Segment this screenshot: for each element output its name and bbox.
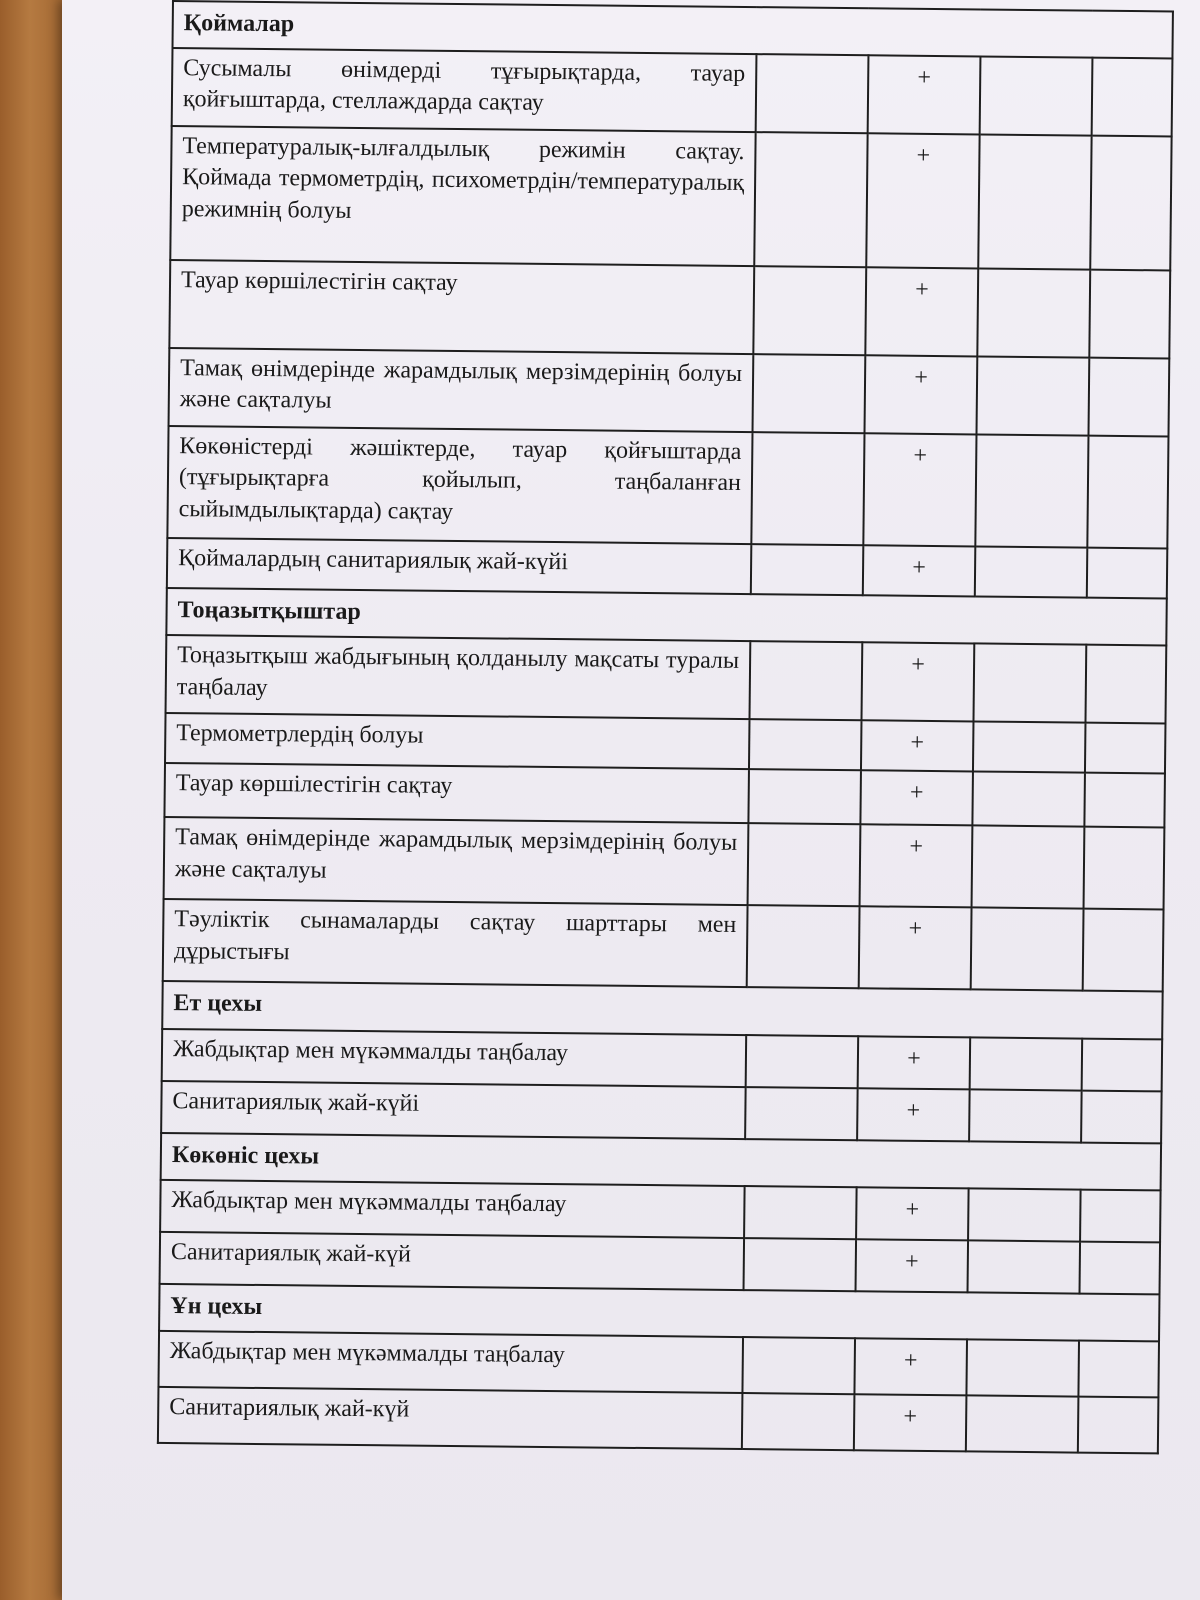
paper-sheet [62, 0, 1200, 1600]
section-title: Ет цехы [162, 981, 1162, 1039]
requirement-text: Тамақ өнімдерінде жарамдылық мерзімдерінің болуы және сақталуы [169, 348, 754, 432]
checklist-table [157, 0, 1174, 1454]
requirement-text: Жабдықтар мен мүкәммалды таңбалау [158, 1331, 743, 1393]
requirement-text: Жабдықтар мен мүкәммалды таңбалау [162, 1029, 747, 1087]
empty-cell [971, 908, 1084, 991]
empty-cell [966, 1339, 1079, 1396]
table-row [172, 48, 1173, 136]
empty-cell [970, 1037, 1083, 1090]
empty-cell [753, 354, 866, 433]
table-row [158, 1331, 1159, 1397]
empty-cell [1084, 773, 1165, 828]
empty-cell [749, 641, 862, 720]
table-row [169, 260, 1170, 358]
requirement-text: Сусымалы өнімдерді тұғырықтарда, тауар қойғыштарда, стеллаждарда сақтау [172, 48, 757, 132]
check-mark: + [861, 721, 974, 772]
check-mark: + [863, 433, 976, 546]
check-mark: + [863, 545, 976, 596]
section-title: Көкөніс цехы [161, 1133, 1161, 1191]
check-mark: + [866, 133, 979, 268]
check-mark: + [854, 1338, 967, 1395]
check-mark: + [857, 1088, 970, 1141]
requirement-text: Тауар көршілестігін сақтау [164, 763, 749, 823]
empty-cell [1083, 909, 1164, 992]
check-mark: + [856, 1239, 969, 1292]
empty-cell [973, 644, 1086, 723]
checklist-sheet [156, 0, 1192, 1571]
empty-cell [754, 132, 867, 267]
section-title: Ұн цехы [159, 1284, 1159, 1342]
check-mark: + [860, 825, 973, 908]
empty-cell [744, 1186, 857, 1239]
empty-cell [1081, 1090, 1162, 1143]
empty-cell [1089, 270, 1170, 359]
table-row [169, 348, 1170, 436]
check-mark: + [865, 267, 978, 356]
section-title: Тоңазытқыштар [166, 588, 1166, 646]
empty-cell [1085, 723, 1166, 774]
empty-cell [751, 544, 864, 595]
empty-cell [1087, 548, 1168, 599]
check-mark: + [859, 907, 972, 990]
requirement-text: Температуралық-ылғалдылық режимін сақтау. Қоймада термометрдің, психометрдін/температуралық режимнің болуы [170, 126, 755, 266]
empty-cell [748, 823, 861, 906]
check-mark: + [854, 1394, 967, 1451]
checklist-body [158, 1, 1173, 1453]
empty-cell [1082, 1038, 1163, 1091]
empty-cell [966, 1395, 1079, 1452]
empty-cell [747, 905, 860, 988]
requirement-text: Көкөністерді жәшіктерде, тауар қойғыштарда (тұғырықтарға қойылып, таңбаланған сыйымдылықтарда) сақтау [167, 426, 752, 544]
empty-cell [968, 1188, 1081, 1241]
empty-cell [1088, 358, 1169, 437]
empty-cell [745, 1087, 858, 1140]
empty-cell [980, 57, 1093, 136]
table-row [167, 426, 1168, 548]
check-mark: + [858, 1036, 971, 1089]
empty-cell [1092, 58, 1173, 137]
table-row [164, 817, 1165, 909]
empty-cell [975, 547, 1088, 598]
requirement-text: Қоймалардың санитариялық жай-күйі [167, 538, 751, 594]
empty-cell [749, 719, 862, 770]
empty-cell [1087, 436, 1168, 549]
empty-cell [1085, 645, 1166, 724]
requirement-text: Тәуліктік сынамаларды сақтау шарттары мен дұрыстығы [163, 899, 748, 987]
empty-cell [977, 269, 1090, 358]
empty-cell [972, 772, 1085, 827]
empty-cell [969, 1089, 1082, 1142]
requirement-text: Жабдықтар мен мүкәммалды таңбалау [160, 1180, 745, 1238]
empty-cell [742, 1337, 855, 1394]
table-row [158, 1387, 1159, 1453]
check-mark: + [861, 643, 974, 722]
requirement-text: Санитариялық жай-күй [158, 1387, 743, 1449]
empty-cell [973, 722, 1086, 773]
requirement-text: Тоңазытқыш жабдығының қолданылу мақсаты туралы таңбалау [166, 635, 751, 719]
empty-cell [1078, 1397, 1159, 1454]
empty-cell [753, 266, 866, 355]
section-title: Қоймалар [172, 1, 1172, 59]
empty-cell [1090, 136, 1171, 271]
empty-cell [1078, 1341, 1159, 1398]
requirement-text: Тауар көршілестігін сақтау [169, 260, 754, 354]
table-row [170, 126, 1171, 270]
empty-cell [972, 826, 1085, 909]
empty-cell [978, 135, 1091, 270]
table-row [163, 899, 1164, 991]
requirement-text: Санитариялық жай-күйі [161, 1081, 746, 1139]
empty-cell [1084, 827, 1165, 910]
empty-cell [742, 1393, 855, 1450]
check-mark: + [864, 355, 977, 434]
empty-cell [975, 435, 1088, 548]
empty-cell [748, 769, 861, 824]
empty-cell [1080, 1189, 1161, 1242]
check-mark: + [868, 55, 981, 134]
check-mark: + [856, 1187, 969, 1240]
empty-cell [751, 432, 864, 545]
requirement-text: Санитариялық жай-күй [160, 1232, 745, 1290]
empty-cell [744, 1238, 857, 1291]
empty-cell [756, 54, 869, 133]
requirement-text: Термометрлердің болуы [165, 713, 749, 769]
empty-cell [746, 1035, 859, 1088]
empty-cell [976, 357, 1089, 436]
table-row [166, 635, 1167, 723]
check-mark: + [860, 771, 973, 826]
requirement-text: Тамақ өнімдерінде жарамдылық мерзімдерінің болуы және сақталуы [164, 817, 749, 905]
empty-cell [968, 1240, 1081, 1293]
empty-cell [1080, 1241, 1161, 1294]
